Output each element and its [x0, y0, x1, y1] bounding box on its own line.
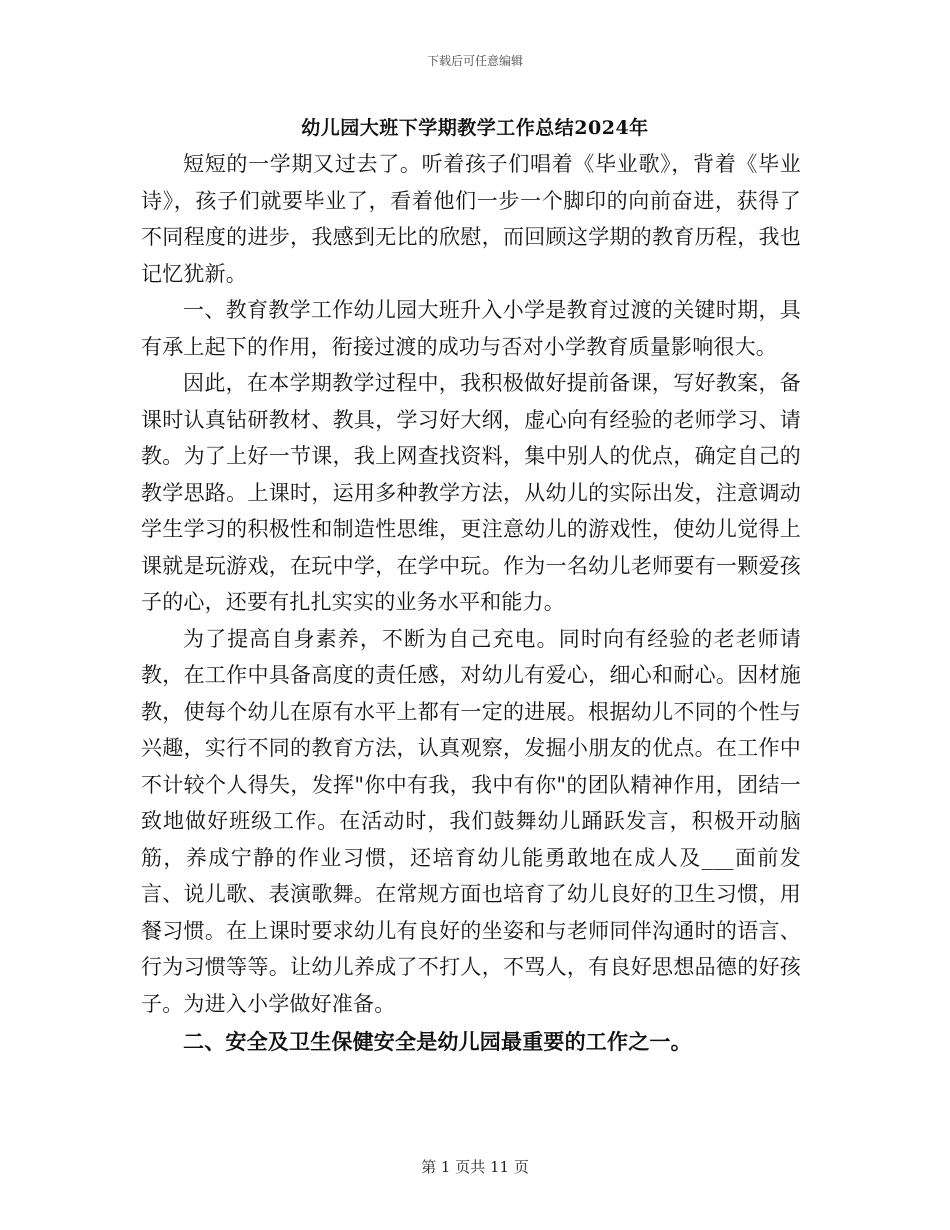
- paragraph-intro: 短短的一学期又过去了。听着孩子们唱着《毕业歌》，背着《毕业诗》，孩子们就要毕业了，看着他们一步一个脚印的向前奋进，获得了不同程度的进步，我感到无比的欣慰，而回顾这学期的教育历程，我也记忆犹新。: [141, 152, 801, 286]
- section-heading-safety: 二、安全及卫生保健安全是幼儿园最重要的工作之一。: [183, 1029, 692, 1054]
- paragraph-self-improvement: 为了提高自身素养，不断为自己充电。同时向有经验的老老师请教，在工作中具备高度的责任感，对幼儿有爱心，细心和耐心。因材施教，使每个幼儿在原有水平上都有一定的进展。根据幼儿不同的个性与兴趣，实行不同的教育方法，认真观察，发掘小朋友的优点。在工作中不计较个人得失，发挥"你中有我，我中有你"的团队精神作用，团结一致地做好班级工作。在活动时，我们鼓舞幼儿踊跃发言，积极开动脑筋，养成宁静的作业习惯，还培育幼儿能勇敢地在成人及___面前发言、说儿歌、表演歌舞。在常规方面也培育了幼儿良好的卫生习惯，用餐习惯。在上课时要求幼儿有良好的坐姿和与老师同伴沟通时的语言、行为习惯等等。让幼儿养成了不打人，不骂人，有良好思想品德的好孩子。为进入小学做好准备。: [141, 626, 801, 1016]
- paragraph-section-one: 一、教育教学工作幼儿园大班升入小学是教育过渡的关键时期，具有承上起下的作用，衔接过渡的成功与否对小学教育质量影响很大。: [141, 298, 801, 359]
- header-note: 下载后可任意编辑: [426, 54, 523, 68]
- page-footer: 第 1 页共 11 页: [421, 1158, 529, 1176]
- paragraph-teaching: 因此，在本学期教学过程中，我积极做好提前备课，写好教案，备课时认真钻研教材、教具，学习好大纲，虚心向有经验的老师学习、请教。为了上好一节课，我上网查找资料，集中别人的优点，确定自己的教学思路。上课时，运用多种教学方法，从幼儿的实际出发，注意调动学生学习的积极性和制造性思维，更注意幼儿的游戏性，使幼儿觉得上课就是玩游戏，在玩中学，在学中玩。作为一名幼儿老师要有一颗爱孩子的心，还要有扎扎实实的业务水平和能力。: [141, 371, 801, 614]
- document-title: 幼儿园大班下学期教学工作总结2024年: [301, 117, 649, 139]
- document-body: [141, 146, 801, 1061]
